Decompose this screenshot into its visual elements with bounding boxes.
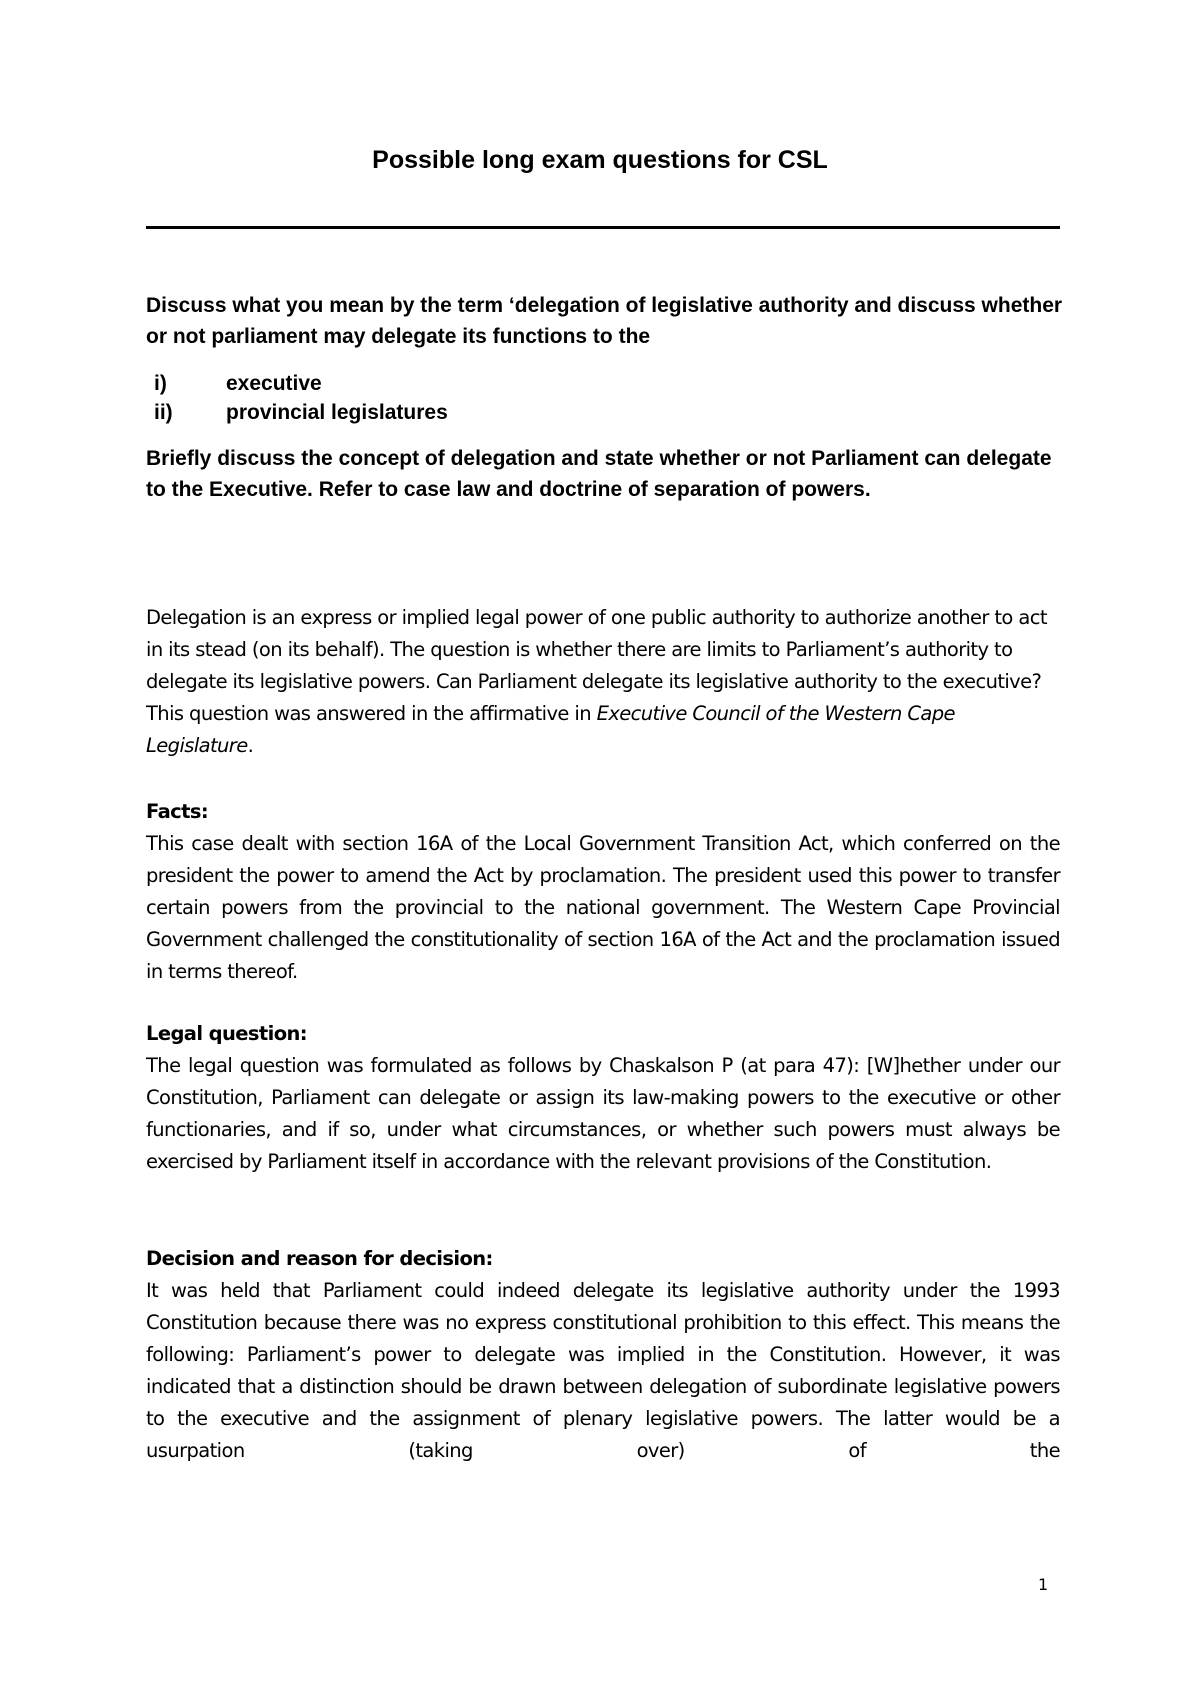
section-body: It was held that Parliament could indeed delegate its legislative authority under the 1993 Constitution because there was no express constitutional prohibition to this effect. This means the following: Parliament’s power to delegate was implied in the Constitution. However, it was indicated that a distinction should be drawn between delegation of subordinate legislative powers to the executive and the assignment of plenary legislative powers. The latter would be a usurpation (taking over) of the — [146, 1279, 1060, 1462]
section-body: The legal question was formulated as follows by Chaskalson P (at para 47): [W]hether under our Constitution, Parliament can delegate or assign its law-making powers to the executive or other functionaries, and if so, under what circumstances, or whether such powers must always be exercised by Parliament itself in accordance with the relevant provisions of the Constitution. — [146, 1054, 1060, 1173]
list-item — [146, 398, 448, 427]
page-number: 1 — [1038, 1575, 1049, 1594]
section-body: This case dealt with section 16A of the Local Government Transition Act, which conferred on the president the power to amend the Act by proclamation. The president used this power to transfer certain powers from the provincial to the national government. The Western Cape Provincial Government challenged the constitutionality of section 16A of the Act and the proclamation issued in terms thereof. — [146, 832, 1060, 983]
list-item-number: ii) — [154, 401, 173, 424]
case-name: Executive Council of the Western Cape Legislature — [146, 702, 955, 757]
list-item-number: i) — [154, 372, 167, 395]
section-heading: Decision and reason for decision: — [146, 1247, 493, 1270]
title-divider — [146, 226, 1060, 229]
document-title: Possible long exam questions for CSL — [372, 146, 828, 174]
list-item — [146, 369, 448, 398]
intro-paragraph — [146, 602, 1060, 762]
question-1-options-list — [146, 369, 448, 427]
section-legal-question — [146, 1018, 1060, 1178]
section-heading: Legal question: — [146, 1022, 307, 1045]
exam-question-1: Discuss what you mean by the term ‘delegation of legislative authority and discuss whether or not parliament may delegate its functions to the — [146, 294, 1063, 348]
intro-text-end: . — [247, 734, 254, 757]
section-facts — [146, 796, 1060, 988]
section-heading: Facts: — [146, 800, 209, 823]
section-decision — [146, 1243, 1060, 1467]
list-item-label: provincial legislatures — [226, 401, 448, 424]
exam-question-2: Briefly discuss the concept of delegation and state whether or not Parliament can delegate to the Executive. Refer to case law and doctrine of separation of powers. — [146, 447, 1052, 501]
list-item-label: executive — [226, 372, 322, 395]
intro-text: Delegation is an express or implied legal power of one public authority to authorize another to act in its stead (on its behalf). The question is whether there are limits to Parliament’s authority to delegate its legislative powers. Can Parliament delegate its legislative authority to the executive? This question was answered in the affirmative in — [146, 606, 1047, 725]
